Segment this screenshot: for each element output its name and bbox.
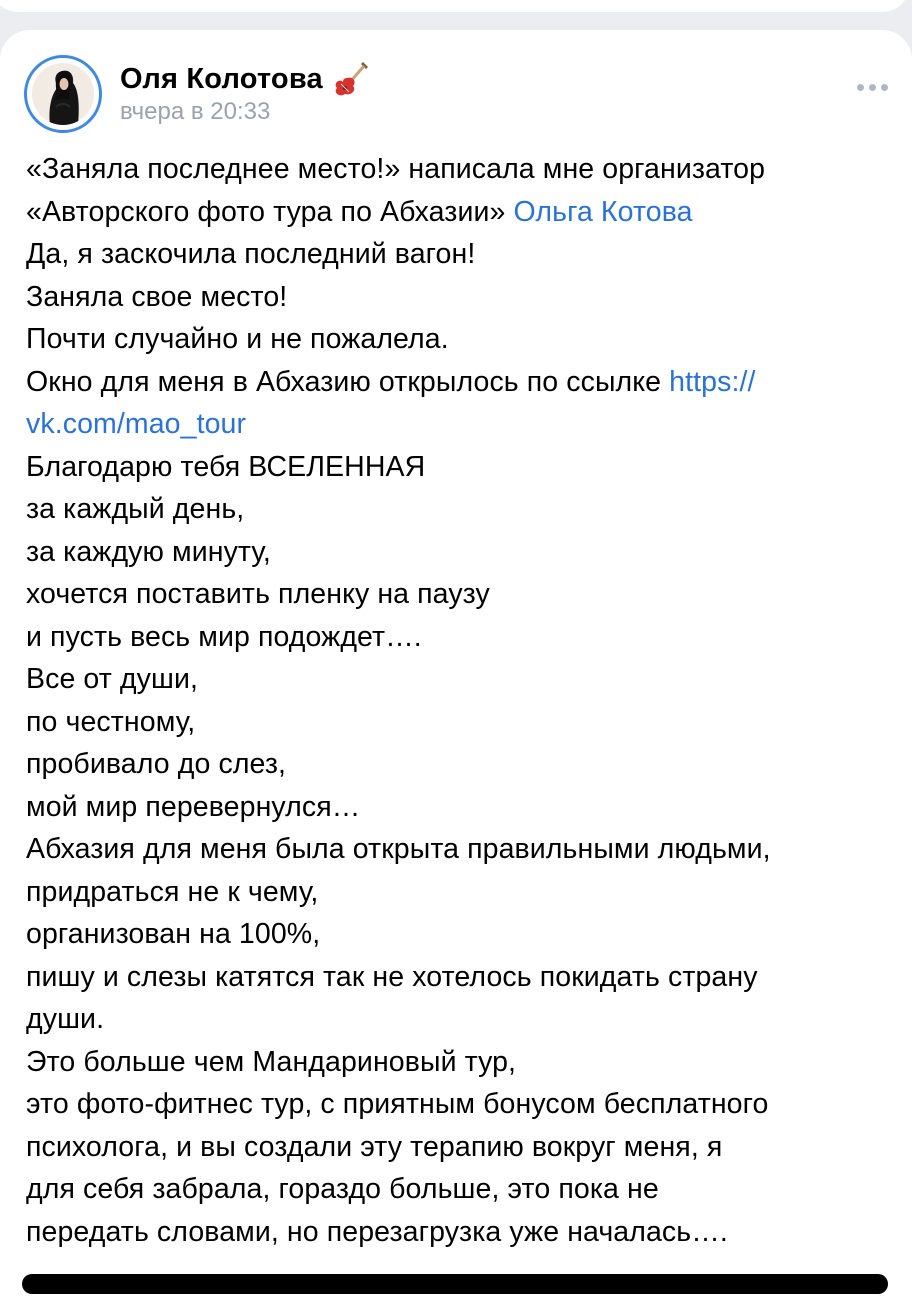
post-text-line: [26, 446, 896, 489]
post-link[interactable]: Ольга Котова: [513, 195, 693, 228]
post-text-segment: Да, я заскочила последний вагон!: [26, 238, 476, 270]
post-text-segment: Окно для меня в Абхазию открылось по ссылке: [26, 365, 670, 398]
post-text-line: [26, 1126, 896, 1169]
post-text-line: [26, 828, 896, 871]
post-text-line: [26, 658, 896, 701]
post-text-segment: мой мир перевернулся…: [26, 790, 361, 823]
post-text-line: [26, 1168, 896, 1211]
post-text-line: [26, 913, 896, 956]
post-link[interactable]: https://: [669, 365, 756, 398]
post-text-segment: психолога, и вы создали эту терапию вокруг меня, я: [26, 1130, 723, 1163]
author-name-row[interactable]: [120, 58, 371, 100]
post-text-line: [26, 361, 896, 404]
post-timestamp[interactable]: вчера в 20:33: [120, 98, 271, 125]
author-name[interactable]: Оля Колотова: [120, 62, 323, 95]
post-text-segment: Благодарю тебя ВСЕЛЕННАЯ: [26, 450, 426, 483]
post-text-line: [26, 233, 896, 276]
post-text-line: [26, 701, 896, 744]
post-text-segment: хочется поставить пленку на паузу: [26, 578, 490, 610]
post-text-line: [26, 488, 896, 531]
previous-post-card-edge: [0, 0, 910, 12]
post-text-line: [26, 743, 896, 786]
post-text-segment: Почти случайно и не пожалела.: [26, 323, 449, 355]
post-text-line: [26, 531, 896, 574]
post-text-segment: по честному,: [26, 705, 196, 738]
post-text-line: [26, 573, 896, 616]
post-text-line: [26, 403, 896, 446]
post-text-line: [26, 786, 896, 829]
post-text-segment: Все от души,: [26, 663, 199, 695]
post-text-line: [26, 998, 896, 1041]
post-link[interactable]: vk.com/mao_tour: [26, 408, 247, 440]
post-text-segment: Заняла свое место!: [26, 280, 288, 313]
avatar-photo: [32, 63, 94, 125]
post-text-line: [26, 318, 896, 361]
post-text-segment: души.: [26, 1003, 105, 1035]
post-text-segment: организован на 100%,: [26, 918, 321, 950]
post-text-segment: «Заняла последнее место!» написала мне организатор: [26, 153, 766, 185]
post-text-line: [26, 191, 896, 234]
post-text-segment: за каждую минуту,: [26, 535, 271, 568]
post-text-segment: придраться не к чему,: [26, 875, 319, 908]
post-text-line: [26, 1083, 896, 1126]
post-text-segment: Это больше чем Мандариновый тур,: [26, 1045, 517, 1078]
post-text-line: [26, 956, 896, 999]
post-text-line: [26, 1041, 896, 1084]
post-text-segment: передать словами, но перезагрузка уже началась….: [26, 1215, 728, 1248]
post-text-line: [26, 871, 896, 914]
post-text-line: [26, 276, 896, 319]
post-text-line: [26, 148, 896, 191]
avatar[interactable]: [24, 55, 102, 133]
post-text-segment: пишу и слезы катятся так не хотелось покидать страну: [26, 960, 758, 993]
guitar-icon: [333, 58, 371, 100]
next-card-edge: [22, 1274, 888, 1294]
post-text-segment: Абхазия для меня была открыта правильными людьми,: [26, 833, 771, 865]
post-text-line: [26, 616, 896, 659]
post-text: [26, 148, 896, 1253]
more-horizontal-icon[interactable]: [857, 84, 888, 91]
post-text-segment: пробивало до слез,: [26, 748, 287, 780]
post-text-segment: за каждый день,: [26, 493, 245, 525]
post-text-segment: для себя забрала, гораздо больше, это пока не: [26, 1173, 659, 1205]
post-text-line: [26, 1211, 896, 1254]
post-text-segment: и пусть весь мир подождет….: [26, 620, 422, 653]
post-text-segment: это фото-фитнес тур, с приятным бонусом бесплатного: [26, 1088, 769, 1120]
post-text-segment: «Авторского фото тура по Абхазии»: [26, 195, 514, 228]
